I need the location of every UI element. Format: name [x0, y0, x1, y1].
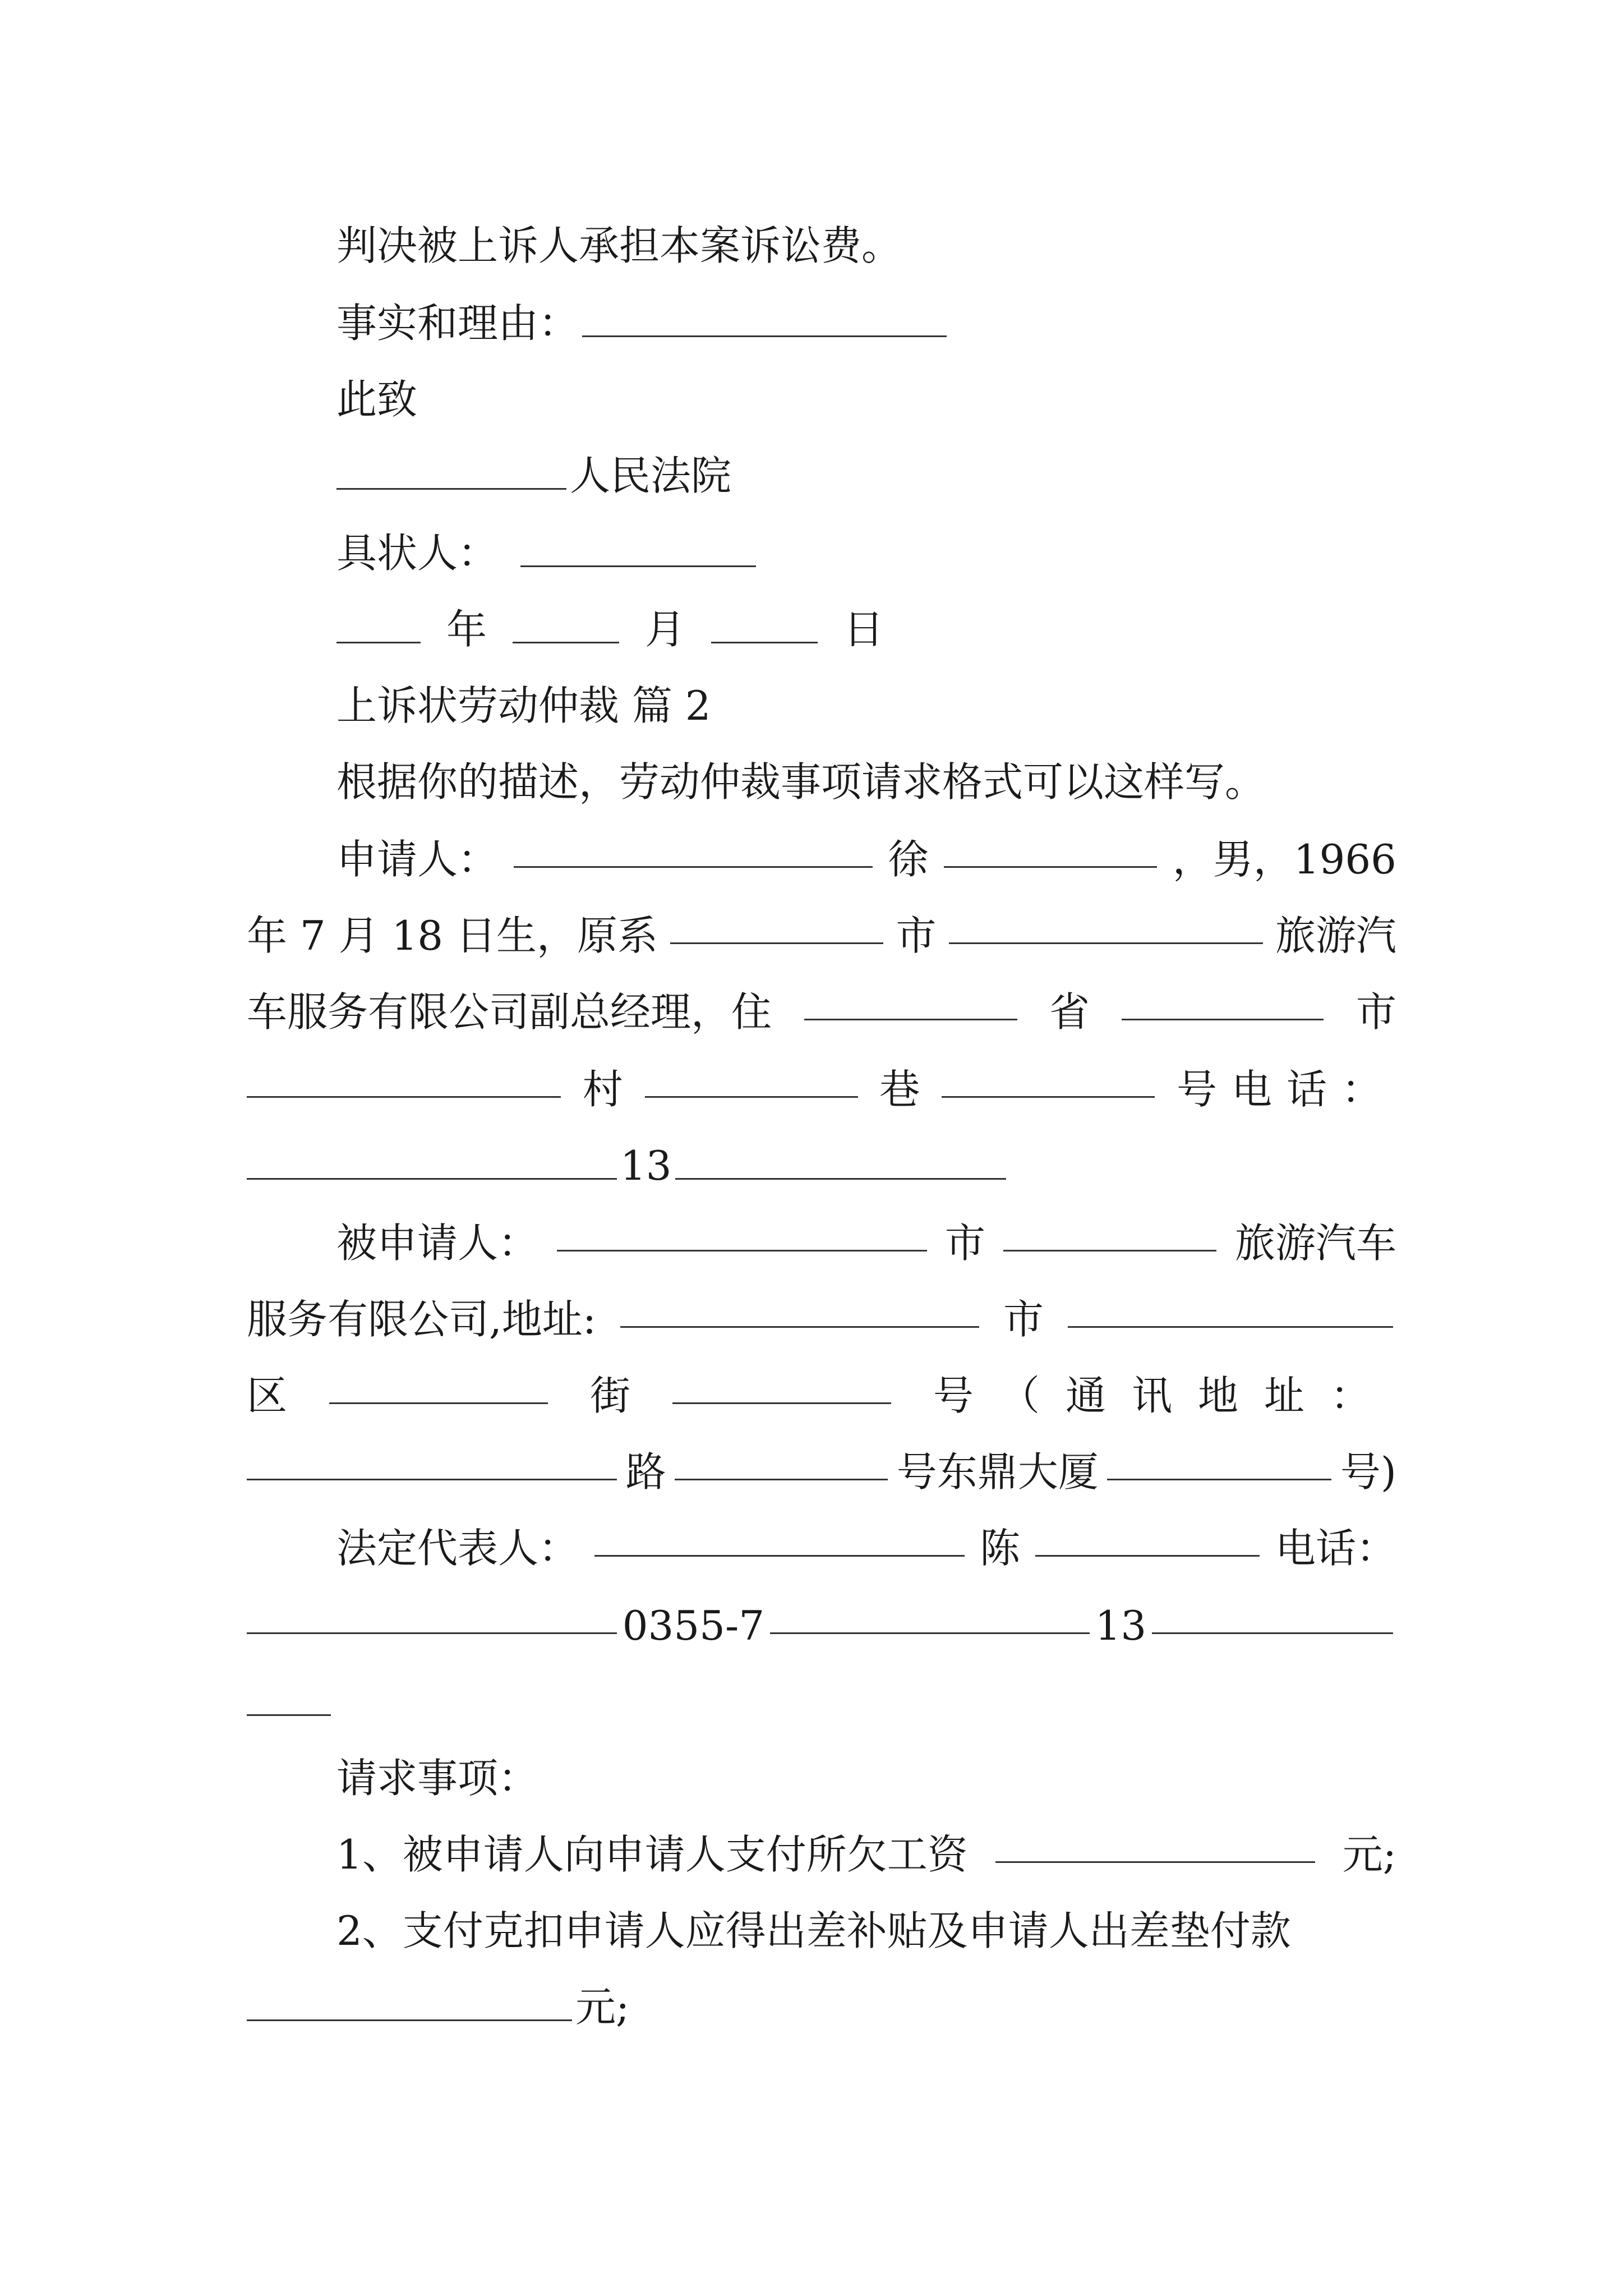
blank-underline — [942, 1062, 1155, 1098]
blank-underline — [1068, 1292, 1393, 1328]
blank-underline — [1122, 985, 1324, 1020]
salutation-line: 此致 — [336, 376, 418, 423]
phone-continuation-line — [247, 1675, 1396, 1729]
section-heading: 上诉状劳动仲裁 篇 2 — [336, 682, 711, 729]
claim-1: 1、被申请人向申请人支付所欠工资 元; — [336, 1828, 1396, 1881]
blank-underline — [675, 1445, 888, 1480]
judgment-line: 判决被上诉人承担本案诉讼费。 — [336, 222, 902, 269]
blank-underline — [1152, 1599, 1393, 1634]
applicant-address-line: 车服务有限公司副总经理，住 省 市 — [247, 985, 1396, 1039]
claim-2: 2、支付克扣申请人应得出差补贴及申请人出差垫付款 — [336, 1907, 1291, 1954]
court-line: 人民法院 — [336, 449, 1396, 503]
blank-underline — [944, 832, 1157, 868]
blank-underline — [670, 909, 883, 944]
blank-underline — [672, 1369, 891, 1404]
date-line: 年 月 日 — [336, 602, 1396, 656]
respondent-address-line: 服务有限公司,地址: 市 — [247, 1292, 1396, 1346]
plaintiff-signature-line: 具状人： — [336, 526, 1396, 580]
applicant-address-line-2: 村 巷 号电话： — [247, 1062, 1396, 1116]
claim-2-continuation: 元; — [247, 1980, 1396, 2034]
blank-underline — [520, 532, 756, 567]
intro-line: 根据你的描述，劳动仲裁事项请求格式可以这样写。 — [336, 758, 1266, 806]
blank-underline — [1035, 1521, 1260, 1557]
blank-underline — [247, 1986, 572, 2021]
blank-underline — [804, 985, 1017, 1020]
blank-underline — [645, 1062, 858, 1098]
blank-underline — [336, 454, 566, 490]
blank-underline — [1003, 1216, 1216, 1251]
blank-underline — [675, 1144, 1006, 1180]
claims-heading: 请求事项： — [336, 1755, 539, 1802]
blank-underline — [711, 608, 818, 643]
blank-underline — [770, 1599, 1090, 1634]
blank-underline — [557, 1216, 927, 1251]
blank-underline — [594, 1521, 965, 1557]
blank-underline — [995, 1828, 1315, 1863]
blank-underline — [1107, 1445, 1331, 1480]
legal-rep-phone-line: 0355-7 13 — [247, 1599, 1396, 1653]
applicant-birth-line: 年 7 月 18 日生，原系 市 旅游汽 — [247, 909, 1396, 963]
blank-underline — [247, 1681, 331, 1716]
respondent-address-line-2: 区 街 号（通讯地址： — [247, 1369, 1396, 1423]
blank-underline — [247, 1062, 561, 1098]
blank-underline — [514, 832, 873, 868]
blank-underline — [336, 608, 421, 643]
blank-underline — [949, 909, 1263, 944]
blank-underline — [329, 1369, 548, 1404]
blank-underline — [582, 302, 947, 337]
applicant-line: 申请人： 徐 ，男，1966 — [336, 832, 1396, 886]
respondent-line: 被申请人： 市 旅游汽车 — [336, 1216, 1396, 1270]
blank-underline — [247, 1599, 617, 1634]
blank-underline — [247, 1144, 617, 1180]
blank-underline — [620, 1292, 979, 1328]
applicant-phone-line: 13 — [247, 1139, 1396, 1193]
facts-reasons-line: 事实和理由： — [336, 296, 1396, 350]
blank-underline — [247, 1445, 617, 1480]
respondent-address-line-3: 路 号东鼎大厦 号) — [247, 1445, 1396, 1499]
legal-rep-line: 法定代表人： 陈 电话： — [336, 1521, 1396, 1575]
blank-underline — [513, 608, 619, 643]
